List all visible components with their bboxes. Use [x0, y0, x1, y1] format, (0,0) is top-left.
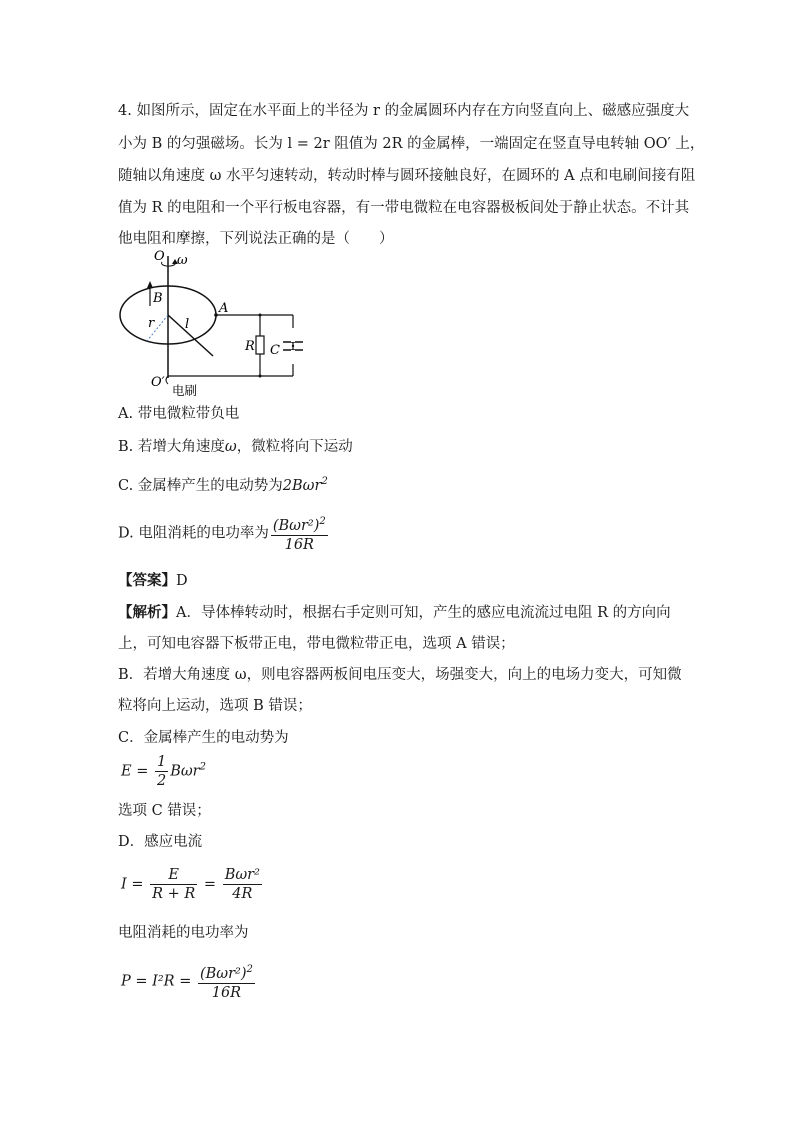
label-r: r: [148, 316, 155, 331]
label-B: B: [153, 291, 163, 306]
analysis-line-C2: 选项 C 错误；: [118, 803, 211, 819]
answer-line: [118, 571, 188, 591]
label-O-prime: O′: [151, 375, 165, 390]
label-C: C: [270, 343, 280, 358]
option-C-prefix: C. 金属棒产生的电动势为: [118, 477, 283, 494]
analysis-line-C1: C．金属棒产生的电动势为: [118, 730, 289, 746]
option-D-fraction: $\frac{(B\omega r^2)^2}{16R}$: [271, 513, 328, 554]
label-brush: 电刷: [172, 383, 198, 398]
eqC-right: Bωr: [170, 763, 200, 780]
equation-E: E = $\frac{1}{2}$ Bωr$^2$: [121, 754, 206, 789]
eqC-num: 1: [156, 754, 167, 770]
equation-P: [121, 961, 257, 1002]
label-omega: ω: [177, 253, 188, 268]
eqI-den2: 4R: [232, 886, 253, 902]
question-line-3: 随轴以角速度 ω 水平匀速转动，转动时棒与圆环接触良好，在圆环的 A 点和电刷间接有阻: [118, 168, 696, 184]
analysis-line-D1: D．感应电流: [118, 834, 203, 850]
eqP-fraction: $\frac{(B\omega r^2)^2}{16R}$: [198, 961, 255, 1002]
eqC-left: E =: [121, 763, 149, 780]
analysis-line-B2: 粒将向上运动，选项 B 错误；: [118, 698, 312, 714]
option-C: C. 金属棒产生的电动势为2Bωr$^2$: [118, 476, 328, 494]
option-A: A. 带电微粒带负电: [118, 406, 240, 422]
option-C-expr: 2Bωr: [282, 477, 322, 494]
metal-rod: [168, 315, 213, 356]
option-D-den: 16R: [284, 536, 314, 553]
equation-I: [121, 866, 264, 903]
option-B-suffix: ，微粒将向下运动: [236, 439, 353, 455]
answer-label: 【答案】: [118, 572, 176, 589]
option-B: [118, 437, 353, 457]
option-B-var: ω: [224, 439, 237, 455]
eqI-fraction-1: [150, 866, 197, 903]
option-B-prefix: B. 若增大角速度: [118, 439, 225, 455]
option-D: [118, 513, 330, 554]
label-R: R: [245, 339, 255, 354]
option-D-num: (Bωr²): [272, 517, 320, 534]
eqC-fraction: [155, 753, 168, 790]
label-A: A: [219, 301, 229, 316]
eqI-den1: R + R: [152, 886, 196, 902]
question-line-4: 值为 R 的电阻和一个平行板电容器，有一带电微粒在电容器极板间处于静止状态。不计其: [118, 200, 690, 216]
question-line-5: 他电阻和摩擦，下列说法正确的是（ ）: [118, 231, 394, 247]
analysis-line-A2: 上，可知电容器下板带正电，带电微粒带正电，选项 A 错误；: [118, 636, 515, 652]
circuit-figure: [115, 248, 315, 398]
eqI-num1: E: [150, 866, 197, 885]
charged-particle: [292, 345, 294, 347]
eqP-left: P = I²R =: [121, 973, 192, 990]
resistor: [256, 336, 264, 354]
eqP-den: 16R: [211, 984, 242, 1001]
analysis-A1-text: A．导体棒转动时，根据右手定则可知，产生的感应电流流过电阻 R 的方向向: [176, 605, 671, 621]
eqI-fraction-2: [223, 866, 262, 903]
analysis-line-A1: [118, 603, 671, 623]
analysis-line-B1: B．若增大角速度 ω，则电容器两板间电压变大，场强变大，向上的电场力变大，可知微: [118, 667, 682, 683]
eqC-den: 2: [156, 773, 167, 789]
question-line-2: 小为 B 的匀强磁场。长为 l = 2r 阻值为 2R 的金属棒，一端固定在竖直导电转轴 OO′ 上，: [118, 136, 705, 152]
analysis-line-D2: 电阻消耗的电功率为: [118, 925, 249, 941]
analysis-label: 【解析】: [118, 604, 176, 621]
label-O: O: [154, 249, 165, 264]
option-D-prefix: D. 电阻消耗的电功率为: [118, 525, 269, 542]
eqI-eq: =: [203, 876, 217, 893]
eqI-left: I =: [121, 876, 144, 893]
eqI-num2: Bωr²: [224, 867, 260, 883]
eqP-num: (Bωr²): [199, 965, 247, 982]
answer-value: D: [176, 573, 188, 589]
label-l: l: [185, 317, 190, 332]
question-line-1: 4. 如图所示，固定在水平面上的半径为 r 的金属圆环内存在方向竖直向上、磁感应强度大: [118, 103, 690, 119]
